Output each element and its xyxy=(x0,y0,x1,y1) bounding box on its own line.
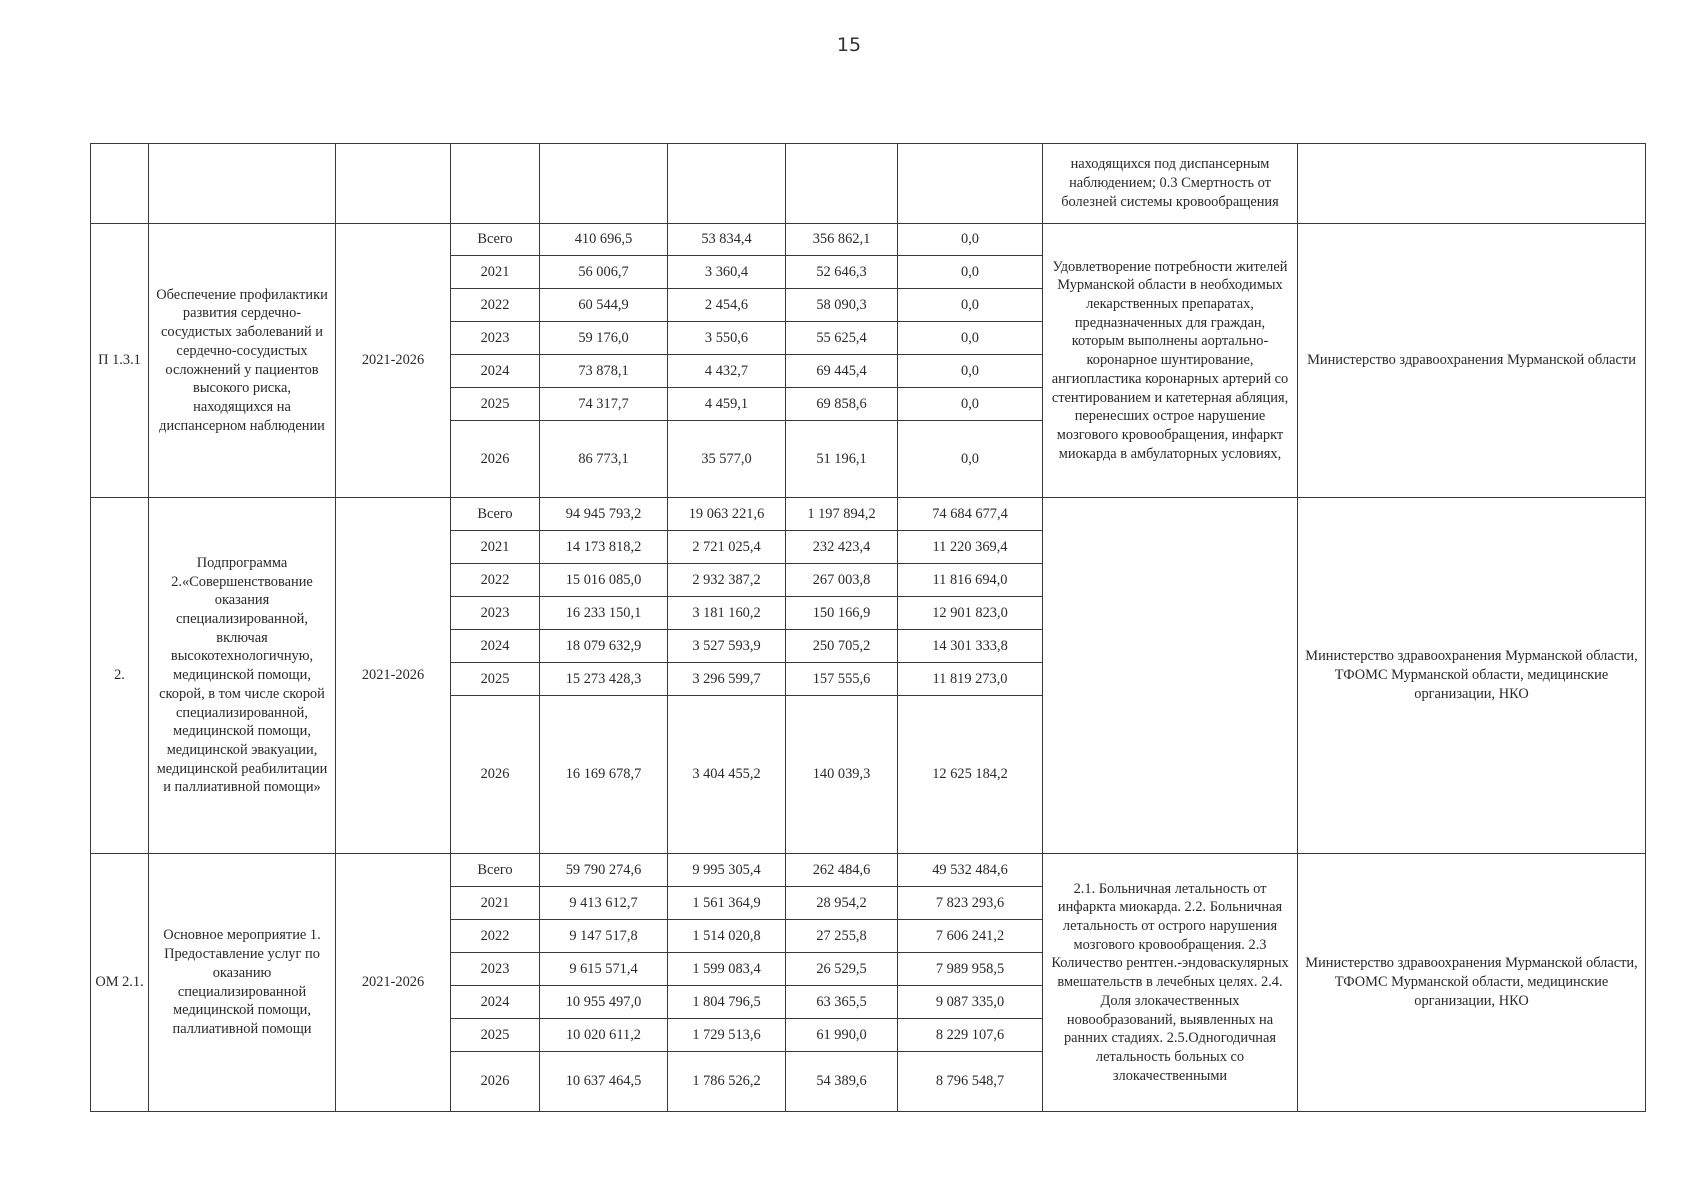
result-cell: Удовлетворение потребности жителей Мурманской области в необходимых лекарственных препаратах, предназначенных для граждан, которым выполнены аортально-коронарное шунтирование, ангиопластика коронарных артерий со стентированием и катетерная абляция, перенесших острое нарушение мозгового кровообращения, инфаркт миокарда в амбулаторных условиях, xyxy=(1043,224,1298,498)
value-cell: 51 196,1 xyxy=(786,421,898,498)
year-cell: 2022 xyxy=(451,289,540,322)
value-cell: 1 197 894,2 xyxy=(786,498,898,531)
year-cell: 2023 xyxy=(451,322,540,355)
value-cell: 2 932 387,2 xyxy=(668,564,786,597)
period-cell: 2021-2026 xyxy=(336,224,451,498)
value-cell: 1 599 083,4 xyxy=(668,953,786,986)
value-cell: 10 020 611,2 xyxy=(540,1019,668,1052)
value-cell: 60 544,9 xyxy=(540,289,668,322)
value-cell: 3 550,6 xyxy=(668,322,786,355)
value-cell: 232 423,4 xyxy=(786,531,898,564)
period-cell xyxy=(336,144,451,224)
value-cell: 8 229 107,6 xyxy=(898,1019,1043,1052)
value-cell: 11 220 369,4 xyxy=(898,531,1043,564)
value-cell: 53 834,4 xyxy=(668,224,786,256)
value-cell: 3 181 160,2 xyxy=(668,597,786,630)
value-cell: 1 729 513,6 xyxy=(668,1019,786,1052)
value-cell: 12 901 823,0 xyxy=(898,597,1043,630)
year-cell: 2021 xyxy=(451,531,540,564)
value-cell: 56 006,7 xyxy=(540,256,668,289)
value-cell: 14 301 333,8 xyxy=(898,630,1043,663)
value-cell: 18 079 632,9 xyxy=(540,630,668,663)
year-cell: 2025 xyxy=(451,388,540,421)
page-number: 15 xyxy=(836,34,862,56)
value-cell: 9 995 305,4 xyxy=(668,854,786,887)
value-cell: 1 561 364,9 xyxy=(668,887,786,920)
value-cell: 94 945 793,2 xyxy=(540,498,668,531)
value-cell: 1 514 020,8 xyxy=(668,920,786,953)
value-cell: 61 990,0 xyxy=(786,1019,898,1052)
value-cell: 10 637 464,5 xyxy=(540,1052,668,1112)
value-cell: 7 989 958,5 xyxy=(898,953,1043,986)
value-cell: 74 684 677,4 xyxy=(898,498,1043,531)
code-cell: 2. xyxy=(91,498,149,854)
value-cell: 59 790 274,6 xyxy=(540,854,668,887)
value-cell: 3 527 593,9 xyxy=(668,630,786,663)
value-cell: 63 365,5 xyxy=(786,986,898,1019)
year-cell: 2022 xyxy=(451,564,540,597)
year-cell: 2021 xyxy=(451,887,540,920)
value-cell: 356 862,1 xyxy=(786,224,898,256)
year-cell: Всего xyxy=(451,854,540,887)
value-cell: 58 090,3 xyxy=(786,289,898,322)
year-cell: 2024 xyxy=(451,986,540,1019)
result-cell: находящихся под диспансерным наблюдением; 0.3 Смертность от болезней системы кровообращения xyxy=(1043,144,1298,224)
value-cell: 3 404 455,2 xyxy=(668,696,786,854)
value-cell: 2 454,6 xyxy=(668,289,786,322)
year-cell: 2026 xyxy=(451,696,540,854)
value-cell: 2 721 025,4 xyxy=(668,531,786,564)
value-cell: 54 389,6 xyxy=(786,1052,898,1112)
period-cell: 2021-2026 xyxy=(336,498,451,854)
value-cell: 14 173 818,2 xyxy=(540,531,668,564)
year-cell: Всего xyxy=(451,498,540,531)
value-cell: 1 804 796,5 xyxy=(668,986,786,1019)
result-cell xyxy=(1043,498,1298,854)
value-cell: 157 555,6 xyxy=(786,663,898,696)
value-cell: 59 176,0 xyxy=(540,322,668,355)
year-cell: 2022 xyxy=(451,920,540,953)
value-cell: 27 255,8 xyxy=(786,920,898,953)
year-cell: 2023 xyxy=(451,597,540,630)
value-cell: 4 459,1 xyxy=(668,388,786,421)
value-cell: 11 816 694,0 xyxy=(898,564,1043,597)
value-cell: 0,0 xyxy=(898,224,1043,256)
executor-cell: Министерство здравоохранения Мурманской области, ТФОМС Мурманской области, медицинские организации, НКО xyxy=(1298,498,1646,854)
value-cell: 52 646,3 xyxy=(786,256,898,289)
value-cell: 35 577,0 xyxy=(668,421,786,498)
table-row xyxy=(91,224,1646,256)
value-cell: 0,0 xyxy=(898,289,1043,322)
value-cell: 11 819 273,0 xyxy=(898,663,1043,696)
program-table xyxy=(90,143,1646,1112)
value-cell: 9 413 612,7 xyxy=(540,887,668,920)
name-cell xyxy=(149,144,336,224)
name-cell: Основное мероприятие 1. Предоставление услуг по оказанию специализированной медицинской помощи, паллиативной помощи xyxy=(149,854,336,1112)
year-cell: 2025 xyxy=(451,663,540,696)
value-cell: 19 063 221,6 xyxy=(668,498,786,531)
year-cell: 2024 xyxy=(451,355,540,388)
value-cell: 16 233 150,1 xyxy=(540,597,668,630)
year-cell: 2025 xyxy=(451,1019,540,1052)
value-cell: 86 773,1 xyxy=(540,421,668,498)
value-cell: 3 296 599,7 xyxy=(668,663,786,696)
value-cell: 0,0 xyxy=(898,322,1043,355)
value-cell: 9 147 517,8 xyxy=(540,920,668,953)
value-cell: 9 615 571,4 xyxy=(540,953,668,986)
executor-cell: Министерство здравоохранения Мурманской области, ТФОМС Мурманской области, медицинские организации, НКО xyxy=(1298,854,1646,1112)
code-cell: П 1.3.1 xyxy=(91,224,149,498)
value-cell: 250 705,2 xyxy=(786,630,898,663)
table-row xyxy=(91,854,1646,887)
value-cell: 262 484,6 xyxy=(786,854,898,887)
continuation-row xyxy=(91,144,1646,224)
value-cell: 8 796 548,7 xyxy=(898,1052,1043,1112)
value-cell: 3 360,4 xyxy=(668,256,786,289)
code-cell: ОМ 2.1. xyxy=(91,854,149,1112)
executor-cell xyxy=(1298,144,1646,224)
year-cell: 2023 xyxy=(451,953,540,986)
value-cell xyxy=(786,144,898,224)
value-cell: 49 532 484,6 xyxy=(898,854,1043,887)
value-cell: 15 016 085,0 xyxy=(540,564,668,597)
value-cell: 0,0 xyxy=(898,256,1043,289)
value-cell: 74 317,7 xyxy=(540,388,668,421)
table-row xyxy=(91,498,1646,531)
executor-cell: Министерство здравоохранения Мурманской области xyxy=(1298,224,1646,498)
code-cell xyxy=(91,144,149,224)
value-cell: 0,0 xyxy=(898,421,1043,498)
value-cell: 73 878,1 xyxy=(540,355,668,388)
year-cell: 2026 xyxy=(451,1052,540,1112)
value-cell: 4 432,7 xyxy=(668,355,786,388)
value-cell: 16 169 678,7 xyxy=(540,696,668,854)
value-cell: 410 696,5 xyxy=(540,224,668,256)
value-cell: 1 786 526,2 xyxy=(668,1052,786,1112)
name-cell: Подпрограмма 2.«Совершенствование оказания специализированной, включая высокотехнологичную, медицинской помощи, скорой, в том числе скорой специализированной, медицинской помощи, медицинской эвакуации, медицинской реабилитации и паллиативной помощи» xyxy=(149,498,336,854)
value-cell: 26 529,5 xyxy=(786,953,898,986)
year-cell: 2024 xyxy=(451,630,540,663)
year-cell: Всего xyxy=(451,224,540,256)
value-cell: 7 823 293,6 xyxy=(898,887,1043,920)
value-cell: 150 166,9 xyxy=(786,597,898,630)
value-cell: 15 273 428,3 xyxy=(540,663,668,696)
value-cell: 9 087 335,0 xyxy=(898,986,1043,1019)
value-cell: 69 858,6 xyxy=(786,388,898,421)
value-cell: 0,0 xyxy=(898,388,1043,421)
value-cell: 55 625,4 xyxy=(786,322,898,355)
year-cell xyxy=(451,144,540,224)
value-cell: 12 625 184,2 xyxy=(898,696,1043,854)
value-cell xyxy=(540,144,668,224)
year-cell: 2021 xyxy=(451,256,540,289)
value-cell xyxy=(668,144,786,224)
value-cell xyxy=(898,144,1043,224)
value-cell: 10 955 497,0 xyxy=(540,986,668,1019)
period-cell: 2021-2026 xyxy=(336,854,451,1112)
value-cell: 69 445,4 xyxy=(786,355,898,388)
result-cell: 2.1. Больничная летальность от инфаркта миокарда. 2.2. Больничная летальность от острого нарушения мозгового кровообращения. 2.3 Количество рентген.-эндоваскулярных вмешательств в лечебных целях. 2.4. Доля злокачественных новообразований, выявленных на ранних стадиях. 2.5.Одногодичная летальность больных со злокачественными xyxy=(1043,854,1298,1112)
value-cell: 28 954,2 xyxy=(786,887,898,920)
name-cell: Обеспечение профилактики развития сердечно-сосудистых заболеваний и сердечно-сосудистых осложнений у пациентов высокого риска, находящихся на диспансерном наблюдении xyxy=(149,224,336,498)
value-cell: 140 039,3 xyxy=(786,696,898,854)
year-cell: 2026 xyxy=(451,421,540,498)
value-cell: 267 003,8 xyxy=(786,564,898,597)
value-cell: 7 606 241,2 xyxy=(898,920,1043,953)
value-cell: 0,0 xyxy=(898,355,1043,388)
